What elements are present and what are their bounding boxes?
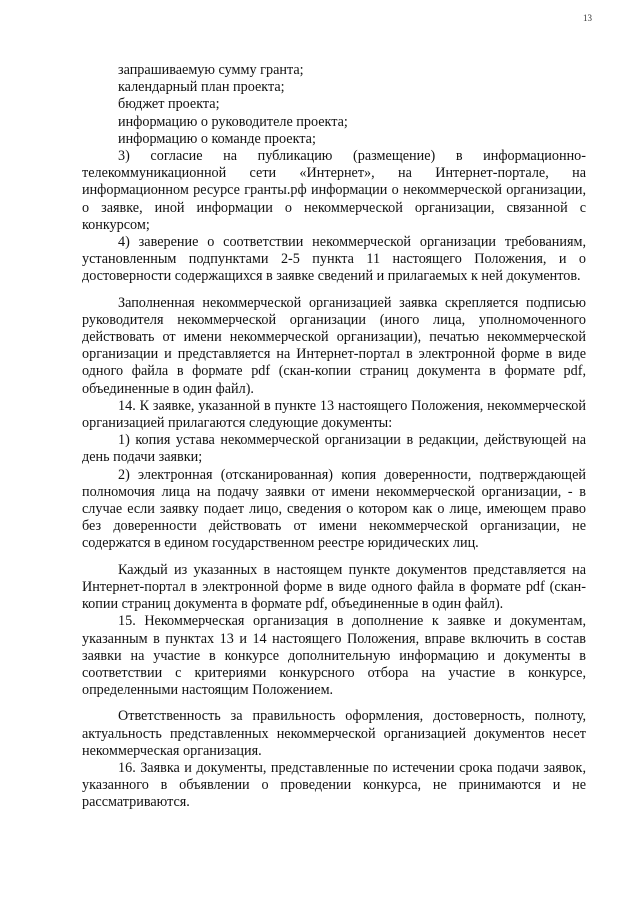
paragraph-documents-submission: Каждый из указанных в настоящем пункте документов представляется на Интернет-портал в электронной форме в виде одного файла в формате pdf (скан-копии страниц документа в формате pdf, объединенные в один файл).: [82, 561, 586, 613]
list-item-budget: бюджет проекта;: [118, 96, 220, 113]
list-item-project-team: информацию о команде проекта;: [118, 130, 316, 147]
paragraph-power-of-attorney: 2) электронная (отсканированная) копия доверенности, подтверждающей полномочия лица на подачу заявки от имени некоммерческой организации, - в случае если заявку подает лицо, сведения о котором как о лице, имеющем право без доверенности действовать от имени некоммерческой организации, не содержатся в едином государственном реестре юридических лиц.: [82, 466, 586, 552]
paragraph-item-15: 15. Некоммерческая организация в дополнение к заявке и документам, указанным в пунктах 13 и 14 настоящего Положения, вправе включить в состав заявки на участие в конкурсе дополнительную информацию и документы в соответствии с критериями конкурсного отбора на участие в конкурсе, определенными настоящим Положением.: [82, 613, 586, 699]
list-item-project-leader: информацию о руководителе проекта;: [118, 113, 348, 130]
paragraph-application-signing: Заполненная некоммерческой организацией заявка скрепляется подписью руководителя некоммерческой организации (иного лица, уполномоченного действовать от имени некоммерческой организации), печатью некоммерческой организации и представляется на Интернет-портал в электронной форме в виде одного файла в формате pdf (скан-копии страниц документа в формате pdf, объединенные в один файл).: [82, 294, 586, 397]
page-number: 13: [583, 13, 592, 23]
list-item-calendar-plan: календарный план проекта;: [118, 79, 285, 96]
paragraph-responsibility: Ответственность за правильность оформления, достоверность, полноту, актуальность представленных некоммерческой организацией документов несет некоммерческая организация.: [82, 708, 586, 759]
document-body: [82, 62, 586, 812]
paragraph-item-16: 16. Заявка и документы, представленные по истечении срока подачи заявок, указанного в объявлении о проведении конкурса, не принимаются и не рассматриваются.: [82, 759, 586, 811]
list-item-grant-sum: запрашиваемую сумму гранта;: [118, 62, 304, 78]
paragraph-assurance: 4) заверение о соответствии некоммерческой организации требованиям, установленным подпунктами 2-5 пункта 11 настоящего Положения, и о достоверности содержащихся в заявке сведений и прилагаемых к ней документов.: [82, 234, 586, 285]
paragraph-item-14: 14. К заявке, указанной в пункте 13 настоящего Положения, некоммерческой организацией прилагаются следующие документы:: [82, 397, 586, 432]
paragraph-charter-copy: 1) копия устава некоммерческой организации в редакции, действующей на день подачи заявки;: [82, 432, 586, 466]
paragraph-consent-publication: 3) согласие на публикацию (размещение) в информационно-телекоммуникационной сети «Интернет», на Интернет-портале, на информационном ресурсе гранты.рф информации о некоммерческой организации, о заявке, иной информации о некоммерческой организации, связанной с конкурсом;: [82, 148, 586, 233]
